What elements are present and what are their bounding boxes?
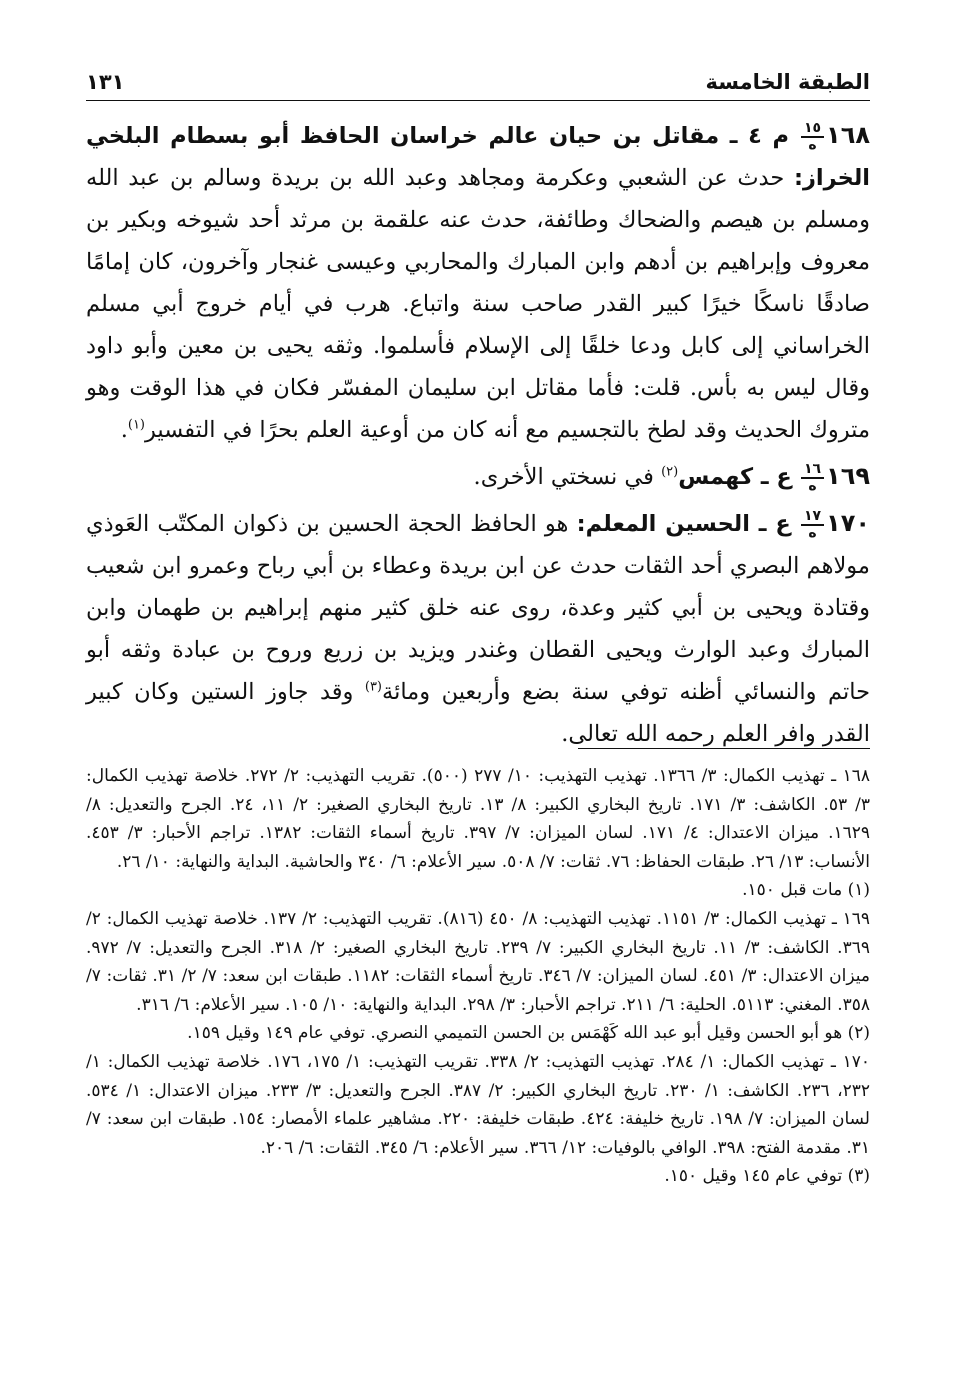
section-title: الطبقة الخامسة [705, 70, 870, 94]
footnote-ref: (١) [127, 417, 145, 433]
main-text [86, 114, 870, 759]
footnote: (٣) توفي عام ١٤٥ وقيل ١٥٠. [664, 1166, 870, 1187]
footnotes [86, 762, 870, 1191]
footnote: ١٦٩ ـ تهذيب الكمال: ٣/ ١١٥١. تهذيب التهذيب: ٨/ ٤٥٠ (٨١٦). تقريب التهذيب: ٢/ ١٣٧. خلاصة تهذيب الكمال: ٢/ ٣٦٩. الكاشف: ٣/ ١١. تاريخ البخاري الكبير: ٧/ ٢٣٩. تاريخ البخاري الصغير: ٢/ ٣١٨. الجرح والتعديل: ٧/ ٩٧٢. ميزان الاعتدال: ٣/ ٤٥١. لسان الميزان: ٧/ ٣٤٦. تاريخ أسماء الثقات: ١١٨٢. طبقات ابن سعد: ٧/ ٢/ ٣١. ثقات: ٧/ ٣٥٨. المغني: ٥١١٣. الحلية: ٦/ ٢١١. تراجم الأحبار: ٣/ ٢٩٨. البداية والنهاية: ١٠/ ١٠٥. سير الأعلام: ٦/ ٣١٦. [86, 908, 870, 1015]
entry-title: ع ـ كهمس [678, 464, 792, 490]
entry-number: ١٦٨ [826, 121, 870, 149]
header-divider [86, 100, 870, 101]
entry-fraction: $\frac{١٧}{\text{ه}}$ [801, 509, 824, 541]
footnote: ١٧٠ ـ تهذيب الكمال: ١/ ٢٨٤. تهذيب التهذيب: ٢/ ٣٣٨. تقريب التهذيب: ١/ ١٧٥، ١٧٦. خلاصة تهذيب الكمال: ١/ ٢٣٢، ٢٣٦. الكاشف: ١/ ٢٣٠. تاريخ البخاري الكبير: ٢/ ٣٨٧. الجرح والتعديل: ٣/ ٢٣٣. ميزان الاعتدال: ١/ ٥٣٤. لسان الميزان: ٧/ ١٩٨. تاريخ خليفة: ٤٢٤. طبقات خليفة: ٢٢٠. مشاهير علماء الأمصار: ١٥٤. طبقات ابن سعد: ٧/ ٣١. مقدمة الفتح: ٣٩٨. الوافي بالوفيات: ١٢/ ٣٦٦. سير الأعلام: ٦/ ٣٤٥. الثقات: ٦/ ٢٠٦. [86, 1051, 871, 1158]
footnote: (١) مات قبل ١٥٠. [742, 880, 870, 901]
entry-fraction: $\frac{١٥}{\text{ه}}$ [801, 121, 824, 153]
entry-body: حدث عن الشعبي وعكرمة ومجاهد وعبد الله بن بريدة وسالم بن عبد الله ومسلم بن هيصم والضحاك وطائفة، حدث عنه علقمة بن مرثد أحد شيوخه وبكير بن معروف وإبراهيم بن أدهم وابن المبارك والمحاربي وعيسى غنجار وآخرون، كان إمامًا صادقًا ناسكًا خيرًا كبير القدر صاحب سنة واتباع. هرب في أيام خروج أبي مسلم الخراساني إلى كابل ودعا خلقًا إلى الإسلام فأسلموا. وثقه يحيى بن معين وأبو داود وقال ليس به بأس. قلت: فأما مقاتل ابن سليمان المفسّر فكان في هذا الوقت وهو متروك الحديث وقد لطخ بالتجسيم مع أنه كان من أوعية العلم بحرًا في التفسير [86, 165, 870, 443]
running-header [86, 58, 870, 100]
entry-title: ع ـ الحسين المعلم: [576, 511, 791, 537]
biography-entry [86, 455, 870, 498]
footnote: ١٦٨ ـ تهذيب الكمال: ٣/ ١٣٦٦. تهذيب التهذيب: ١٠/ ٢٧٧ (٥٠٠). تقريب التهذيب: ٢/ ٢٧٢. خلاصة تهذيب الكمال: ٣/ ٥٣. الكاشف: ٣/ ١٧١. تاريخ البخاري الكبير: ٨/ ١٣. تاريخ البخاري الصغير: ٢/ ١١، ٢٤. الجرح والتعديل: ٨/ ١٦٢٩. ميزان الاعتدال: ٤/ ١٧١. لسان الميزان: ٧/ ٣٩٧. تاريخ أسماء الثقات: ١٣٨٢. تراجم الأحبار: ٣/ ٤٥٣. الأنساب: ١٣/ ٢٦. طبقات الحفاظ: ٧٦. ثقات: ٧/ ٥٠٨. سير الأعلام: ٦/ ٣٤٠ والحاشية. البداية والنهاية: ١٠/ ٢٦. [86, 766, 871, 872]
entry-tail: وقد جاوز الستين وكان كبير القدر وافر العلم رحمه الله تعالى. [86, 679, 870, 747]
biography-entry [86, 502, 870, 755]
entry-title: م ٤ ـ مقاتل بن حيان عالم خراسان الحافظ أبو بسطام البلخي الخراز: [86, 123, 870, 191]
entry-body: في نسختي الأخرى. [473, 464, 662, 490]
page-number: ١٣١ [86, 70, 125, 94]
entry-tail: . [120, 417, 128, 443]
entry-number: ١٦٩ [826, 462, 870, 490]
entry-number: ١٧٠ [826, 509, 870, 537]
entry-fraction: $\frac{١٦}{\text{ه}}$ [801, 462, 824, 494]
entry-body: هو الحافظ الحجة الحسين بن ذكوان المكتّب العَوذي مولاهم البصري أحد الثقات حدث عن ابن بريدة وعطاء بن أبي رباح وعمرو ابن شعيب وقتادة ويحيى بن أبي كثير وعدة، روى عنه خلق كثير منهم إبراهيم بن طهمان وابن المبارك وعبد الوارث ويحيى القطان وغندر ويزيد بن زريع وروح بن عبادة وثقه أبو حاتم والنسائي أظنه توفي سنة بضع وأربعين ومائة [86, 511, 871, 705]
biography-entry [86, 114, 870, 451]
footnote: (٢) هو أبو الحسن وقيل أبو عبد الله كَهْمَس بن الحسن التميمي النصري. توفي عام ١٤٩ وقيل ١٥٩. [187, 1023, 870, 1044]
footnote-ref: (٢) [661, 464, 679, 480]
footnote-ref: (٣) [364, 679, 382, 695]
footnote-divider [578, 748, 870, 749]
